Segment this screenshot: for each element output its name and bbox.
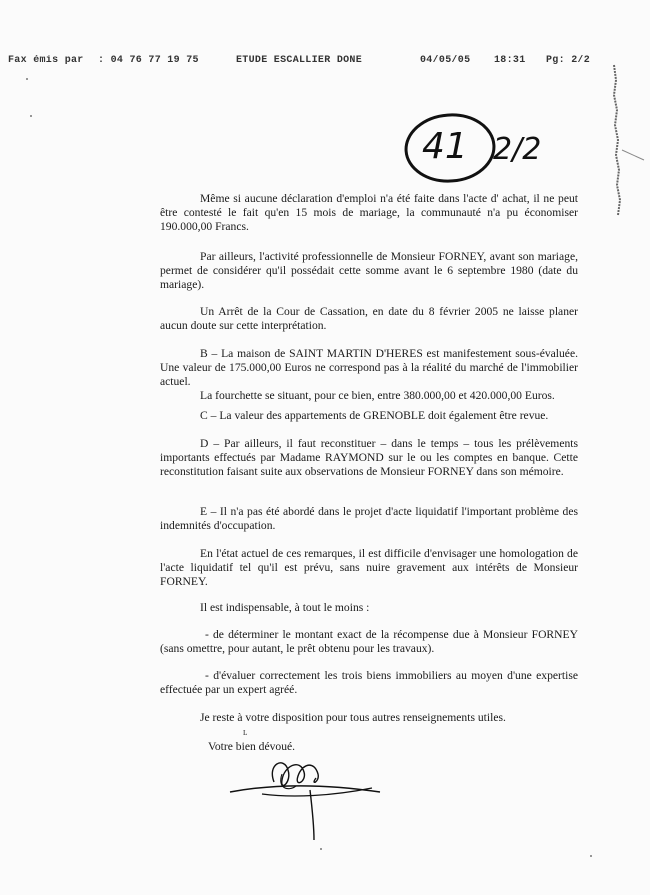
paragraph-text: E – Il n'a pas été abordé dans le projet d'acte liquidatif l'important problème des indemnités d'occupation. bbox=[160, 505, 578, 532]
paragraph-text: Je reste à votre disposition pour tous autres renseignements utiles. bbox=[200, 711, 506, 724]
fax-time: 18:31 bbox=[494, 55, 526, 66]
paragraph-12 bbox=[160, 711, 578, 725]
paragraph-text: Votre bien dévoué. bbox=[208, 740, 296, 753]
paragraph-9 bbox=[160, 601, 578, 615]
fax-header bbox=[8, 55, 590, 69]
paragraph-text: Par ailleurs, l'activité professionnelle de Monsieur FORNEY, avant son mariage, permet de considérer qu'il possédait cette somme avant le 6 septembre 1980 (date du mariage). bbox=[160, 250, 578, 291]
paragraph-1 bbox=[160, 192, 578, 234]
scan-speck bbox=[590, 855, 592, 857]
fax-edge-marks-icon bbox=[608, 60, 648, 220]
page-number-stamp bbox=[398, 108, 588, 188]
small-mark-icon: ʟ bbox=[243, 727, 248, 738]
paragraph-6 bbox=[160, 437, 578, 479]
paragraph-text: - de déterminer le montant exact de la récompense due à Monsieur FORNEY (sans omettre, pour autant, le prêt obtenu pour les travaux). bbox=[160, 628, 578, 655]
fax-page: Pg: 2/2 bbox=[546, 55, 590, 66]
paragraph-text: Un Arrêt de la Cour de Cassation, en date du 8 février 2005 ne laisse planer aucun doute sur cette interprétation. bbox=[160, 305, 578, 332]
paragraph-text: C – La valeur des appartements de GRENOBLE doit également être revue. bbox=[200, 409, 549, 422]
paragraph-7 bbox=[160, 505, 578, 533]
paragraph-text: - d'évaluer correctement les trois biens immobiliers au moyen d'une expertise effectuée par un expert agréé. bbox=[160, 669, 578, 696]
fax-office: ETUDE ESCALLIER DONE bbox=[236, 55, 363, 66]
scan-speck bbox=[30, 115, 32, 117]
paragraph-8 bbox=[160, 547, 578, 589]
signature-icon bbox=[222, 752, 387, 847]
scan-speck bbox=[26, 78, 28, 80]
stamp-number: 41 bbox=[422, 126, 468, 167]
fax-number: : 04 76 77 19 75 bbox=[98, 55, 199, 66]
paragraph-4 bbox=[160, 347, 578, 403]
paragraph-3 bbox=[160, 305, 578, 333]
paragraph-text: B – La maison de SAINT MARTIN D'HERES est manifestement sous-évaluée. Une valeur de 175.000,00 Euros ne correspond pas à la réalité du marché de l'immobilier actuel. bbox=[160, 347, 578, 388]
paragraph-text: Même si aucune déclaration d'emploi n'a été faite dans l'acte d' achat, il ne peut être contesté le fait qu'en 15 mois de mariage, la communauté n'a pu économiser 190.000,00 Francs. bbox=[160, 192, 578, 233]
paragraph-text: D – Par ailleurs, il faut reconstituer – dans le temps – tous les prélèvements importants effectués par Madame RAYMOND sur le ou les comptes en banque. Cette reconstitution faisant suite aux observations de Monsieur FORNEY dans son mémoire. bbox=[160, 437, 578, 478]
stamp-fraction: 2/2 bbox=[493, 132, 542, 167]
paragraph-text: Il est indispensable, à tout le moins : bbox=[200, 601, 370, 614]
fax-date: 04/05/05 bbox=[420, 55, 471, 66]
paragraph-text: La fourchette se situant, pour ce bien, entre 380.000,00 et 420.000,00 Euros. bbox=[200, 389, 555, 402]
paragraph-10 bbox=[160, 628, 578, 656]
paragraph-5 bbox=[160, 409, 578, 423]
paragraph-2 bbox=[160, 250, 578, 292]
scan-speck bbox=[320, 848, 322, 850]
paragraph-11 bbox=[160, 669, 578, 697]
fax-sender: Fax émis par bbox=[8, 55, 84, 66]
paragraph-text: En l'état actuel de ces remarques, il est difficile d'envisager une homologation de l'acte liquidatif tel qu'il est prévu, sans nuire gravement aux intérêts de Monsieur FORNEY. bbox=[160, 547, 578, 588]
